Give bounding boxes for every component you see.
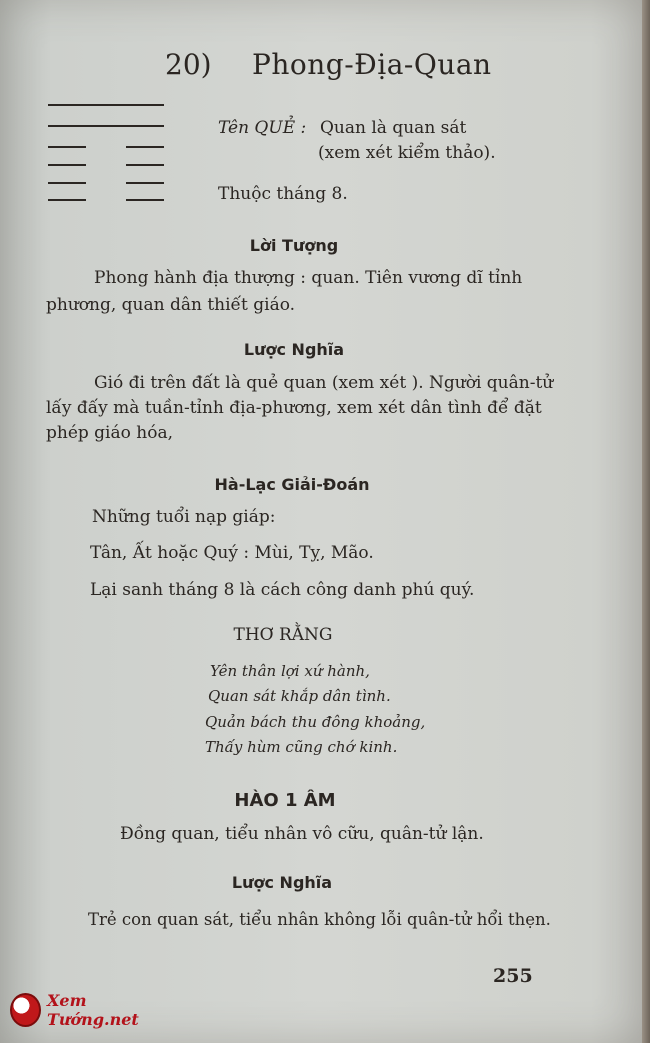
poem-line2: Quan sát khắp dân tình. [208, 687, 391, 705]
luoc-nghia-line3: phép giáo hóa, [46, 423, 173, 443]
loi-tuong-line2: phương, quan dân thiết giáo. [46, 295, 296, 315]
hexagram-line-broken [126, 146, 164, 148]
watermark-logo[interactable] [10, 990, 170, 1030]
section-heading-ha-lac: Hà-Lạc Giải-Đoán [214, 475, 370, 494]
hexagram-line-solid [48, 125, 164, 127]
poem-line3: Quản bách thu đông khoảng, [205, 713, 426, 731]
que-month: Thuộc tháng 8. [218, 184, 348, 204]
hexagram-line-broken [48, 199, 86, 201]
poem-line1: Yên thân lợi xứ hành, [210, 662, 370, 680]
hexagram-line-broken [126, 182, 164, 184]
hexagram-line-broken [48, 164, 86, 166]
hexagram-line-broken [48, 146, 86, 148]
chapter-number: 20) [165, 48, 212, 81]
section-heading-hao: HÀO 1 ÂM [234, 790, 336, 811]
loi-tuong-line1: Phong hành địa thượng : quan. Tiên vương dĩ tỉnh [94, 268, 523, 288]
page-title: Phong-Địa-Quan [252, 48, 492, 81]
hexagram-line-broken [126, 164, 164, 166]
hexagram-line-broken [48, 182, 86, 184]
luoc-nghia-line2: lấy đấy mà tuần-tỉnh địa-phương, xem xét dân tình để đặt [46, 398, 542, 418]
hao-line1: Đồng quan, tiểu nhân vô cữu, quân-tử lận. [120, 824, 484, 844]
luoc-nghia-line1: Gió đi trên đất là quẻ quan (xem xét ). Người quân-tử [94, 373, 554, 393]
watermark-text: Xem Tướng.net [46, 991, 139, 1029]
ha-lac-line3: Lại sanh tháng 8 là cách công danh phú quý. [90, 580, 475, 600]
page-number: 255 [493, 965, 533, 987]
ha-lac-line2: Tân, Ất hoặc Quý : Mùi, Tỵ, Mão. [90, 543, 374, 563]
section-heading-luoc-nghia: Lược Nghĩa [243, 340, 345, 359]
luoc-nghia-2-line1: Trẻ con quan sát, tiểu nhân không lỗi quân-tử hổi thẹn. [88, 910, 551, 929]
ha-lac-line1: Những tuổi nạp giáp: [92, 507, 276, 527]
section-heading-luoc-nghia-2: Lược Nghĩa [231, 873, 333, 892]
yin-yang-icon [10, 993, 41, 1027]
que-meaning-line1: Quan là quan sát [320, 118, 467, 138]
hexagram-line-solid [48, 104, 164, 106]
section-heading-tho-rang: THƠ RẰNG [233, 625, 333, 645]
hexagram-line-broken [126, 199, 164, 201]
que-label: Tên QUẺ : [218, 118, 307, 138]
poem-line4: Thấy hùm cũng chớ kinh. [205, 738, 398, 756]
section-heading-loi-tuong: Lời Tượng [249, 236, 339, 255]
que-meaning-line2: (xem xét kiểm thảo). [318, 143, 496, 163]
page-edge [642, 0, 650, 1043]
